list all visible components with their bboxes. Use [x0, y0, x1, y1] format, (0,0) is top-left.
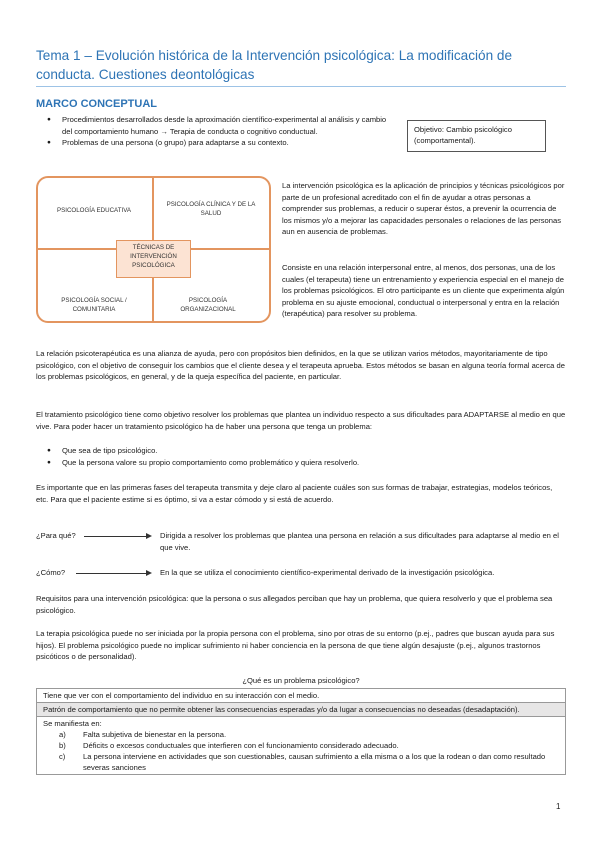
table-cell: Patrón de comportamiento que no permite obtener las consecuencias esperadas y/o da lugar a consecuencias no deseadas (desadaptación). [37, 703, 566, 717]
paragraph-treatment: El tratamiento psicológico tiene como objetivo resolver los problemas que plantea un individuo respecto a sus dificultades para ADAPTARSE al medio en que vive. Para poder hacer un tratamiento psicológico ha de haber una persona que tenga un problema: [36, 410, 566, 431]
table-cell [37, 717, 566, 775]
arrow-line [84, 536, 146, 537]
list-text: La persona interviene en actividades que son cuestionables, causan sufrimiento a ella misma o a los que la rodean o dan como resultado severas sanciones [83, 752, 546, 772]
table-cell: Tiene que ver con el comportamiento del individuo en su interacción con el medio. [37, 689, 566, 703]
list-marker: c) [59, 752, 66, 761]
table-caption: ¿Qué es un problema psicológico? [242, 676, 360, 685]
diagram-center-box: TÉCNICAS DE INTERVENCIÓN PSICOLÓGICA [116, 240, 191, 278]
diagram-quadrant-educativa: PSICOLOGÍA EDUCATIVA [56, 207, 132, 214]
page-number: 1 [556, 802, 561, 811]
answer-como: En la que se utiliza el conocimiento científico-experimental derivado de la investigación psicológica. [160, 568, 495, 577]
question-como: ¿Cómo? [36, 568, 66, 577]
paragraph-definition: La intervención psicológica es la aplicación de principios y técnicas psicológicos por parte de un profesional acreditado con el fin de ayudar a otras personas a comprender sus problemas, a reducir o superar éstos, a prevenir la ocurrencia de los mismos y/o a mejorar las capacidades personales o relaciones de las personas aun en ausencia de problemas. [282, 181, 565, 237]
list-marker: a) [59, 730, 66, 739]
list-marker: b) [59, 741, 66, 750]
intro-bullets [36, 114, 396, 149]
question-para-que: ¿Para qué? [36, 531, 76, 540]
problem-table [36, 688, 566, 775]
arrow-line [76, 573, 146, 574]
list-item [43, 729, 559, 740]
list-text: Déficits o excesos conductuales que interfieren con el funcionamiento considerado adecuado. [83, 741, 399, 750]
bullet-item: ● Problemas de una persona (o grupo) para adaptarse a su contexto. [36, 137, 396, 149]
bullet-item: ● Que sea de tipo psicológico. [36, 445, 566, 457]
diagram-quadrant-social: PSICOLOGÍA SOCIAL / COMUNITARIA [61, 297, 127, 313]
table-subheading: Se manifiesta en: [43, 719, 102, 728]
table-row [37, 703, 566, 717]
diagram-quadrant-clinica: PSICOLOGÍA CLÍNICA Y DE LA SALUD [166, 201, 256, 217]
paragraph-alliance: La relación psicoterapéutica es una alianza de ayuda, pero con propósitos bien definidos, en la que se utilizan varios métodos, mayoritariamente de tipo psicológico, con el objetivo de conseguir los cambios que el cliente desea y el terapeuta aprueba. Estos métodos se basan en alguna teoría formal acerca de los problemas psicológicos, en general, y de la queja específica del paciente, en particular. [36, 349, 565, 382]
objective-box: Objetivo: Cambio psicológico (comportamental). [407, 120, 546, 152]
table-row [37, 717, 566, 775]
list-item [43, 740, 559, 751]
section-heading: MARCO CONCEPTUAL [36, 98, 157, 110]
list-text: Falta subjetiva de bienestar en la persona. [83, 730, 227, 739]
treatment-bullets [36, 445, 566, 468]
title-rule [36, 86, 566, 87]
bullet-item: ● Que la persona valore su propio comportamiento como problemático y quiera resolverlo. [36, 457, 566, 469]
answer-para-que: Dirigida a resolver los problemas que plantea una persona en relación a sus dificultades para adaptarse al medio en el que vive. [160, 531, 559, 552]
document-title: Tema 1 – Evolución histórica de la Intervención psicológica: La modificación de conducta. Cuestiones deontológicas [36, 48, 513, 82]
list-item [43, 751, 559, 773]
paragraph-requirements: Requisitos para una intervención psicológica: que la persona o sus allegados perciban que hay un problema, que quiera resolverlo y que el problema sea psicológico. [36, 594, 553, 615]
arrow-head-icon [146, 533, 152, 539]
arrow-head-icon [146, 570, 152, 576]
paragraph-relationship: Consiste en una relación interpersonal entre, al menos, dos personas, una de los cuales (el terapeuta) tiene un entrenamiento y experiencia especial en el manejo de los problemas psicológicos. El otro participante es un cliente que experimenta algún problema en su ajuste emocional, conductual o interpersonal y entra en la relación (terapéutica) para resolver su problema. [282, 263, 565, 319]
diagram-quadrant-organizacional: PSICOLOGÍA ORGANIZACIONAL [180, 297, 236, 313]
paragraph-early-phases: Es importante que en las primeras fases del terapeuta transmita y deje claro al paciente cuáles son sus formas de trabajar, estrategias, modelos teóricos, etc. Para que el paciente estime si es óptimo, si va a estar cómodo y si está de acuerdo. [36, 483, 553, 504]
paragraph-initiation: La terapia psicológica puede no ser iniciada por la propia persona con el problema, sino por otras de su entorno (p.ej., padres que buscan ayuda para sus hijos). El problema psicológico puede no implicar sufrimiento ni haber conciencia en la persona de que tiene algún desajuste (p.ej., algunos trastornos psicóticos o de personalidad). [36, 629, 555, 662]
table-row [37, 689, 566, 703]
bullet-item: ● Procedimientos desarrollados desde la aproximación científico-experimental al análisis y cambio del comportamiento humano → Terapia de conducta o cognitivo conductual. [36, 114, 396, 137]
